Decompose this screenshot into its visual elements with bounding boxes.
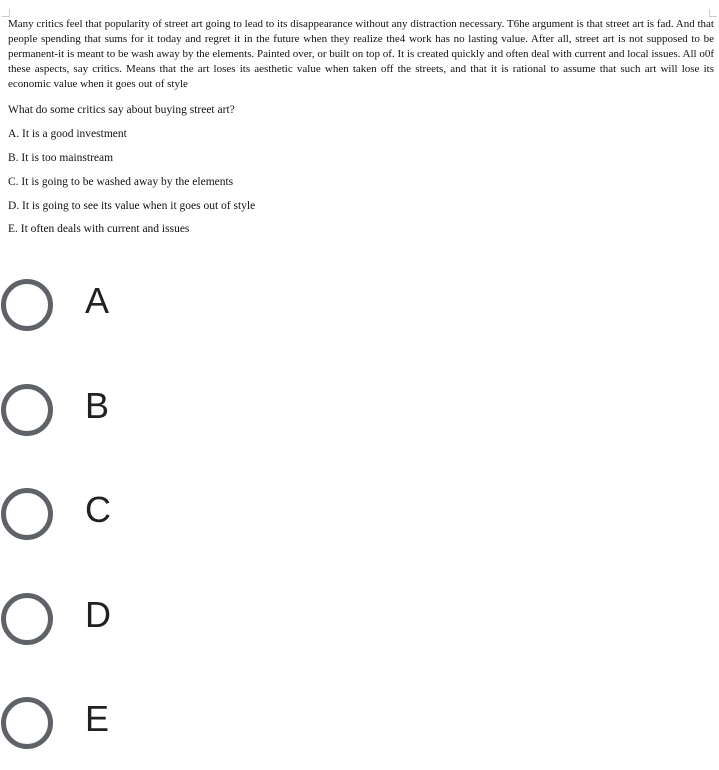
page-corner-mark-right xyxy=(709,9,717,17)
answer-choice-a[interactable] xyxy=(0,268,300,338)
document-option-b: B. It is too mainstream xyxy=(8,152,114,164)
answer-choice-e[interactable] xyxy=(0,686,300,756)
choice-label-e[interactable]: E xyxy=(85,698,110,739)
question-document-image xyxy=(0,0,719,240)
radio-button-b[interactable] xyxy=(1,384,53,436)
choice-label-c[interactable]: C xyxy=(85,489,111,530)
page-corner-mark-left xyxy=(2,9,10,17)
answer-choice-c[interactable] xyxy=(0,477,300,547)
question-text: What do some critics say about buying street art? xyxy=(8,104,235,116)
document-option-c: C. It is going to be washed away by the elements xyxy=(8,176,234,188)
radio-button-a[interactable] xyxy=(1,279,53,331)
radio-button-d[interactable] xyxy=(1,593,53,645)
answer-choice-b[interactable] xyxy=(0,373,300,443)
radio-button-e[interactable] xyxy=(1,697,53,749)
answer-choice-d[interactable] xyxy=(0,582,300,652)
radio-button-c[interactable] xyxy=(1,488,53,540)
document-option-e: E. It often deals with current and issues xyxy=(8,223,190,235)
document-option-d: D. It is going to see its value when it goes out of style xyxy=(8,200,256,212)
choice-label-b[interactable]: B xyxy=(85,385,110,426)
document-option-a: A. It is a good investment xyxy=(8,128,127,140)
choice-label-a[interactable]: A xyxy=(85,280,110,321)
choice-label-d[interactable]: D xyxy=(85,594,111,635)
reading-passage: Many critics feel that popularity of street art going to lead to its disappearance without any distraction necessary. T6he argument is that street art is fad. And that people spending that sums for it today and regret it in the future when they realize the4 work has no lasting value. After all, street art is not supposed to be permanent-it is meant to be wash away by the elements. Painted over, or built on top of. It is created quickly and often deal with current and local issues. All o0f these aspects, say critics. Means that the art loses its aesthetic value when taken off the streets, and that it is rational to assume that such art will lose its economic value when it goes out of style xyxy=(8,18,714,90)
